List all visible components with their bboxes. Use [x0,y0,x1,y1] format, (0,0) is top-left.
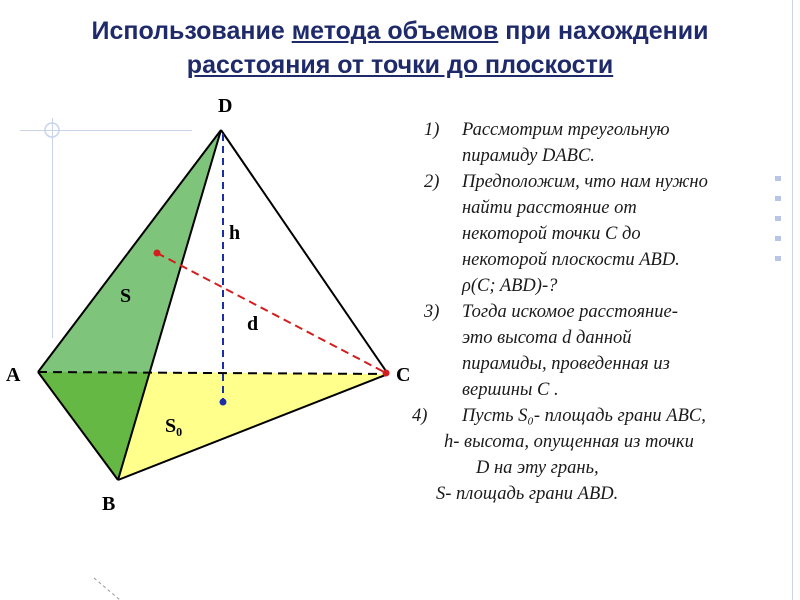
step-item-4 [410,403,790,507]
title-part-2: при нахождении [498,17,709,45]
vertex-label-d: D [218,95,233,117]
step-number: 2) [424,172,440,192]
step-item-1 [410,117,790,169]
crosshair-icon [45,123,59,137]
step-text-cont: вершины С . [462,380,559,400]
step-text-cont: это высота d данной [462,328,632,348]
step-text-cont: h- высота, опущенная из точки [444,432,694,452]
step-text-cont: пирамиду DABC. [462,146,595,166]
step-item-3 [410,299,790,403]
step-text: Предположим, что нам нужно [462,172,708,192]
step-text-cont: ρ(C; ABD)-? [462,276,558,296]
decor-dash [94,578,120,600]
step-number: 1) [424,120,440,140]
label-s: S [120,285,132,307]
step-text: Пусть S₀- площадь грани ABC, [462,406,706,426]
vertex-label-c: C [396,364,411,386]
edge-dc [221,130,388,374]
title-line-2: расстояния от точки до плоскости [186,51,614,79]
distance-line [157,253,386,373]
step-text-cont: S- площадь грани ABD. [436,484,619,504]
vertex-label-a: A [6,364,21,386]
label-h: h [229,222,241,244]
step-item-2 [410,169,790,299]
vertex-c-point [383,370,390,377]
step-text-cont: пирамиды, проведенная из [462,354,670,374]
step-text-cont: найти расстояние от [462,198,637,218]
title-link[interactable]: метода объемов [291,17,499,45]
step-number: 3) [424,302,440,322]
step-number: 4) [412,406,428,426]
steps-list [410,117,790,507]
label-d: d [247,313,259,335]
height-foot-point [220,399,227,406]
step-text-cont: некоторой точки С до [462,224,641,244]
title-part-1: Использование [91,17,292,45]
label-s0: S₀ [165,415,183,437]
step-text: Тогда искомое расстояние- [462,302,678,322]
step-text-cont: некоторой плоскости ABD. [462,250,680,270]
distance-foot-point [154,250,161,257]
vertex-label-b: B [102,493,116,515]
step-text-cont: D на эту грань, [476,458,599,478]
step-text: Рассмотрим треугольную [462,120,670,140]
